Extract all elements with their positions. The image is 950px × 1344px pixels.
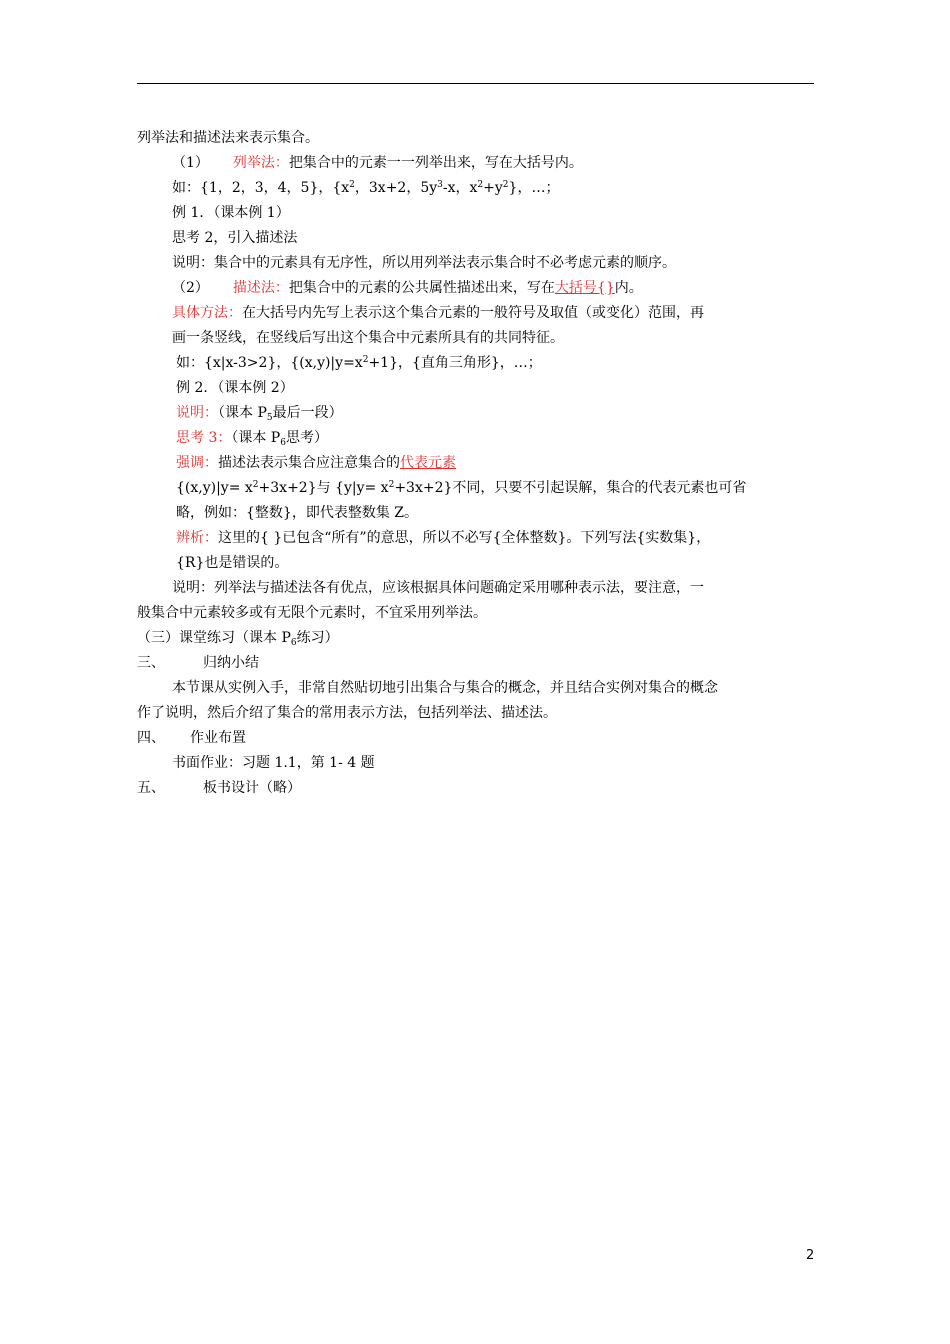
description-method-term: 描述法： [232,280,289,296]
summary-paragraph-line: 本节课从实例入手，非常自然贴切地引出集合与集合的概念，并且结合实例对集合的概念 [172,680,718,696]
note-unordered-line: 说明：集合中的元素具有无序性，所以用列举法表示集合时不必考虑元素的顺序。 [172,255,676,271]
section-4-heading: 四、 作业布置 [137,730,246,746]
analysis-line: 辨析：这里的{ }已包含“所有”的意思，所以不必写{全体整数}。下列写法{实数集}， [176,530,711,546]
summary-note-line: 说明：列举法与描述法各有优点，应该根据具体问题确定采用哪种表示法，要注意，一 [172,580,704,596]
concrete-method-line: 具体方法：在大括号内先写上表示这个集合元素的一般符号及取值（或变化）范围，再 [172,305,704,321]
example-2-line: 例 2．（课本例 2） [176,380,294,396]
concrete-method-line-2: 画一条竖线，在竖线后写出这个集合中元素所具有的共同特征。 [172,330,564,346]
analysis-line-2: {R}也是错误的。 [176,555,289,571]
description-example-line: 如：{x|x-3>2}，$\{(x,y)|y=x^2+1\}$，{直角三角形}，…； [176,355,542,371]
description-method-line: （2） 描述法：把集合中的元素的公共属性描述出来，写在大括号{}内。 [172,280,643,296]
emphasis-line: 强调：描述法表示集合应注意集合的代表元素 [176,455,456,471]
section-5-heading: 五、 板书设计（略） [137,780,301,796]
example-1-line: 例 1．（课本例 1） [172,205,290,221]
homework-line: 书面作业：习题 1.1，第 1- 4 题 [172,755,375,771]
note-p5-line: 说明：（课本 $P_5$最后一段） [176,405,343,423]
set-compare-line-2: 略，例如：{整数}，即代表整数集 Z。 [176,505,418,521]
concrete-method-term: 具体方法： [172,305,242,321]
listing-method-line: （1） 列举法：把集合中的元素一一列举出来，写在大括号内。 [172,155,583,171]
intro-line: 列举法和描述法来表示集合。 [137,130,319,146]
set-compare-line: $\{(x,y)|y= x^2+3x+2\}$与 $\{y|y= x^2+3x+2\}$不同，只要不引起误解，集合的代表元素也可省 [176,480,747,496]
classroom-practice-line: （三）课堂练习（课本 $P_6$练习） [137,630,339,648]
summary-note-line-2: 般集合中元素较多或有无限个元素时，不宜采用列举法。 [137,605,487,621]
representative-element-term: 代表元素 [400,455,456,471]
section-3-heading: 三、 归纳小结 [137,655,259,671]
listing-method-term: 列举法： [232,155,289,171]
page-number: 2 [806,1248,815,1263]
header-rule [137,83,814,84]
listing-example-line: 如：{1，2，3，4，5}，{$x^2$，3x+2，$5y^3-x$，$x^2+y^2$}，…； [172,180,560,196]
summary-paragraph-line-2: 作了说明，然后介绍了集合的常用表示方法，包括列举法、描述法。 [137,705,557,721]
think-2-line: 思考 2，引入描述法 [172,230,298,246]
brace-term: 大括号{} [554,280,615,296]
think-3-line: 思考 3：（课本 $P_6$思考） [176,430,328,448]
